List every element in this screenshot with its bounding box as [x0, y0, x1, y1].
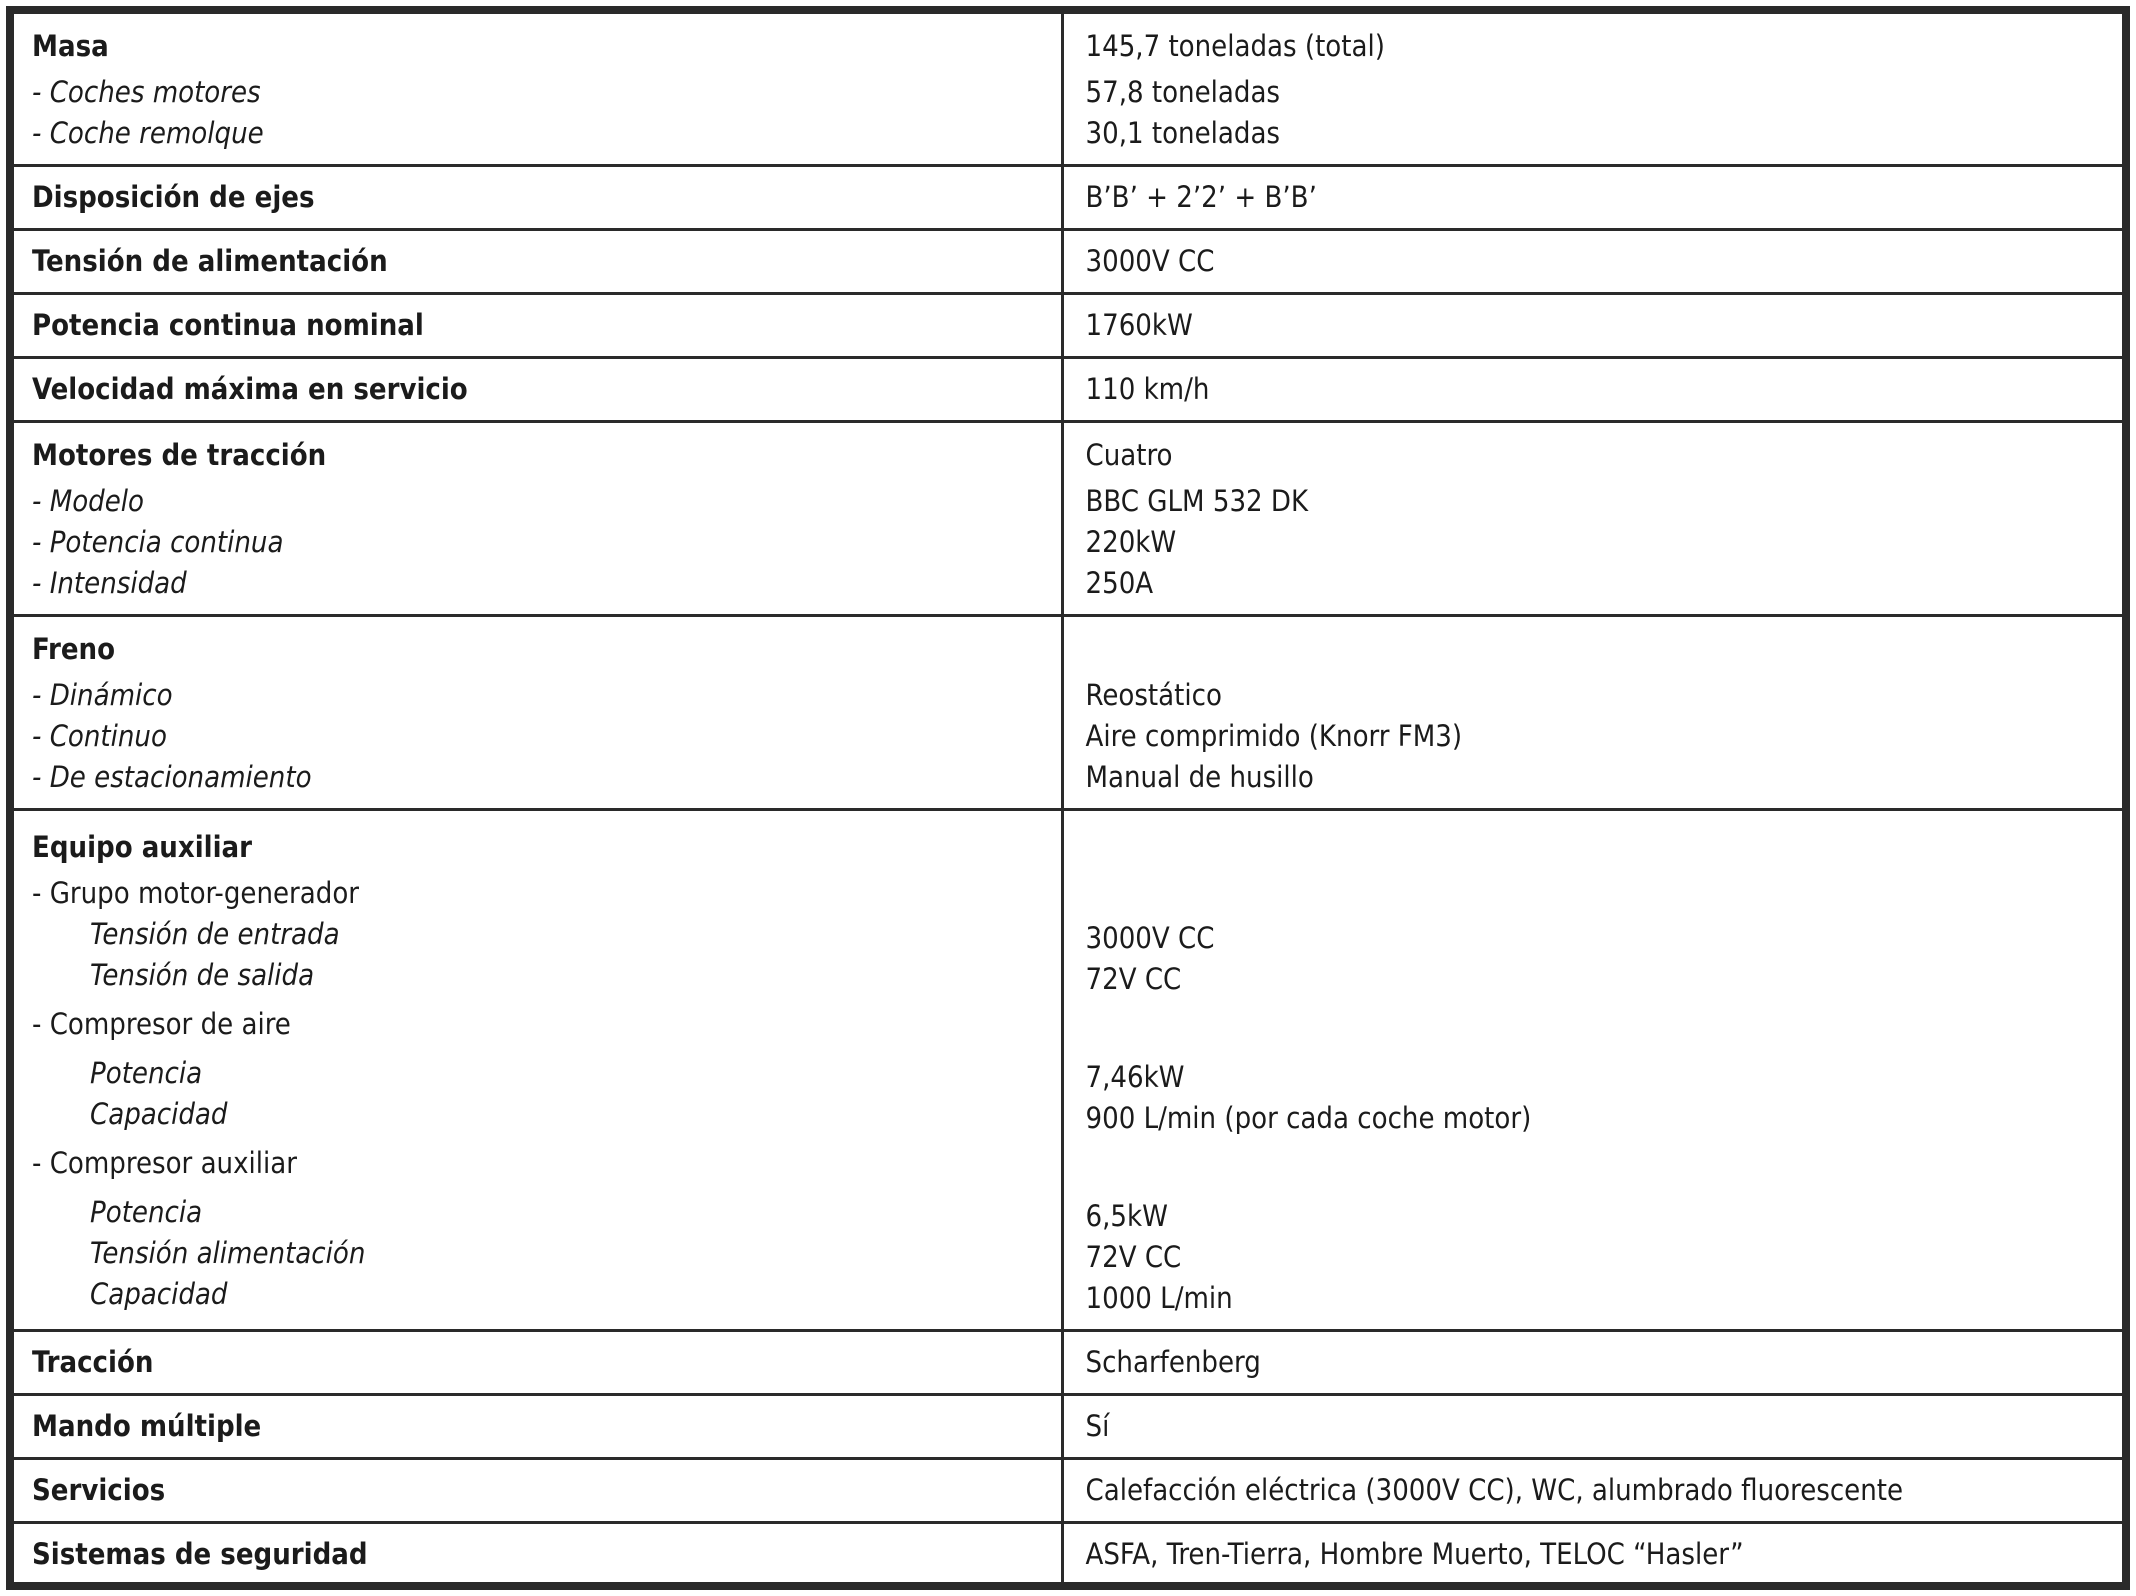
table-row	[14, 14, 2122, 166]
row-label: Servicios	[32, 1473, 166, 1507]
item-value: 6,5kW	[1085, 1199, 1168, 1233]
sub-label: - De estacionamiento	[32, 760, 312, 794]
spec-table-frame	[6, 6, 2130, 1590]
sub-label: - Potencia continua	[32, 525, 284, 559]
item-value: 72V CC	[1085, 1240, 1182, 1274]
sub-value: Aire comprimido (Knorr FM3)	[1085, 719, 1463, 753]
item-value: 900 L/min (por cada coche motor)	[1085, 1101, 1532, 1135]
sub-label: - Intensidad	[32, 566, 187, 600]
sub-value: 220kW	[1085, 525, 1177, 559]
item-value: 72V CC	[1085, 962, 1182, 996]
row-label: Equipo auxiliar	[32, 830, 252, 864]
group-label: - Compresor auxiliar	[32, 1146, 297, 1180]
value-cell	[1062, 1459, 2122, 1523]
sub-value: 57,8 toneladas	[1085, 75, 1281, 109]
label-cell	[14, 810, 1062, 1331]
spacer	[1086, 1147, 2123, 1188]
sub-value: 250A	[1085, 566, 1154, 600]
label-cell	[14, 358, 1062, 422]
table-row	[14, 810, 2122, 1331]
item-label: Capacidad	[90, 1097, 228, 1131]
item-label: Potencia	[90, 1056, 203, 1090]
sub-label: - Coche remolque	[32, 116, 264, 150]
row-label: Velocidad máxima en servicio	[32, 372, 468, 406]
label-cell	[14, 166, 1062, 230]
table-row	[14, 422, 2122, 616]
row-value: Scharfenberg	[1085, 1345, 1261, 1379]
label-cell	[14, 230, 1062, 294]
label-cell	[14, 294, 1062, 358]
table-row	[14, 1523, 2122, 1586]
item-label: Tensión de entrada	[90, 917, 340, 951]
value-cell	[1062, 616, 2122, 810]
row-label: Tracción	[32, 1345, 154, 1379]
sub-value: BBC GLM 532 DK	[1085, 484, 1309, 518]
label-cell	[14, 1459, 1062, 1523]
row-label: Freno	[32, 632, 116, 666]
label-cell	[14, 1331, 1062, 1395]
row-label: Masa	[32, 29, 109, 63]
row-value: B’B’ + 2’2’ + B’B’	[1085, 180, 1317, 214]
item-label: Potencia	[90, 1195, 203, 1229]
item-value: 3000V CC	[1085, 921, 1215, 955]
spacer	[1086, 825, 2123, 873]
item-label: Capacidad	[90, 1277, 228, 1311]
group-label: - Grupo motor-generador	[32, 876, 360, 910]
sub-value: Reostático	[1085, 678, 1222, 712]
table-row	[14, 230, 2122, 294]
table-row	[14, 166, 2122, 230]
spec-table	[14, 14, 2122, 1585]
row-value: 3000V CC	[1085, 244, 1215, 278]
table-row	[14, 1395, 2122, 1459]
table-row	[14, 1331, 2122, 1395]
row-label: Potencia continua nominal	[32, 308, 424, 342]
value-cell	[1062, 230, 2122, 294]
row-label: Tensión de alimentación	[32, 244, 388, 278]
row-label: Mando múltiple	[32, 1409, 262, 1443]
table-row	[14, 1459, 2122, 1523]
row-value: 145,7 toneladas (total)	[1085, 29, 1385, 63]
sub-value: 30,1 toneladas	[1085, 116, 1281, 150]
row-value: Calefacción eléctrica (3000V CC), WC, alumbrado fluorescente	[1085, 1473, 1904, 1507]
spacer	[1086, 873, 2123, 914]
value-cell	[1062, 810, 2122, 1331]
value-cell	[1062, 1395, 2122, 1459]
row-value: ASFA, Tren-Tierra, Hombre Muerto, TELOC “Hasler”	[1085, 1537, 1744, 1571]
item-label: Tensión alimentación	[90, 1236, 366, 1270]
sub-label: - Continuo	[32, 719, 167, 753]
table-row	[14, 294, 2122, 358]
table-row	[14, 616, 2122, 810]
sub-label: - Modelo	[32, 484, 145, 518]
row-value: 110 km/h	[1085, 372, 1210, 406]
row-label: Disposición de ejes	[32, 180, 315, 214]
row-value: Cuatro	[1085, 438, 1173, 472]
sub-label: - Dinámico	[32, 678, 173, 712]
label-cell	[14, 422, 1062, 616]
value-cell	[1062, 166, 2122, 230]
row-value: Sí	[1085, 1409, 1110, 1443]
row-label: Sistemas de seguridad	[32, 1537, 368, 1571]
row-value	[1086, 627, 2123, 675]
label-cell	[14, 1523, 1062, 1586]
item-value: 7,46kW	[1085, 1060, 1185, 1094]
sub-label: - Coches motores	[32, 75, 261, 109]
value-cell	[1062, 1523, 2122, 1586]
label-cell	[14, 14, 1062, 166]
value-cell	[1062, 358, 2122, 422]
item-label: Tensión de salida	[90, 958, 315, 992]
spacer	[1086, 1008, 2123, 1049]
row-value: 1760kW	[1085, 308, 1193, 342]
table-row	[14, 358, 2122, 422]
value-cell	[1062, 14, 2122, 166]
value-cell	[1062, 294, 2122, 358]
sub-value: Manual de husillo	[1085, 760, 1314, 794]
value-cell	[1062, 1331, 2122, 1395]
label-cell	[14, 616, 1062, 810]
row-label: Motores de tracción	[32, 438, 327, 472]
label-cell	[14, 1395, 1062, 1459]
group-label: - Compresor de aire	[32, 1007, 291, 1041]
value-cell	[1062, 422, 2122, 616]
item-value: 1000 L/min	[1085, 1281, 1233, 1315]
